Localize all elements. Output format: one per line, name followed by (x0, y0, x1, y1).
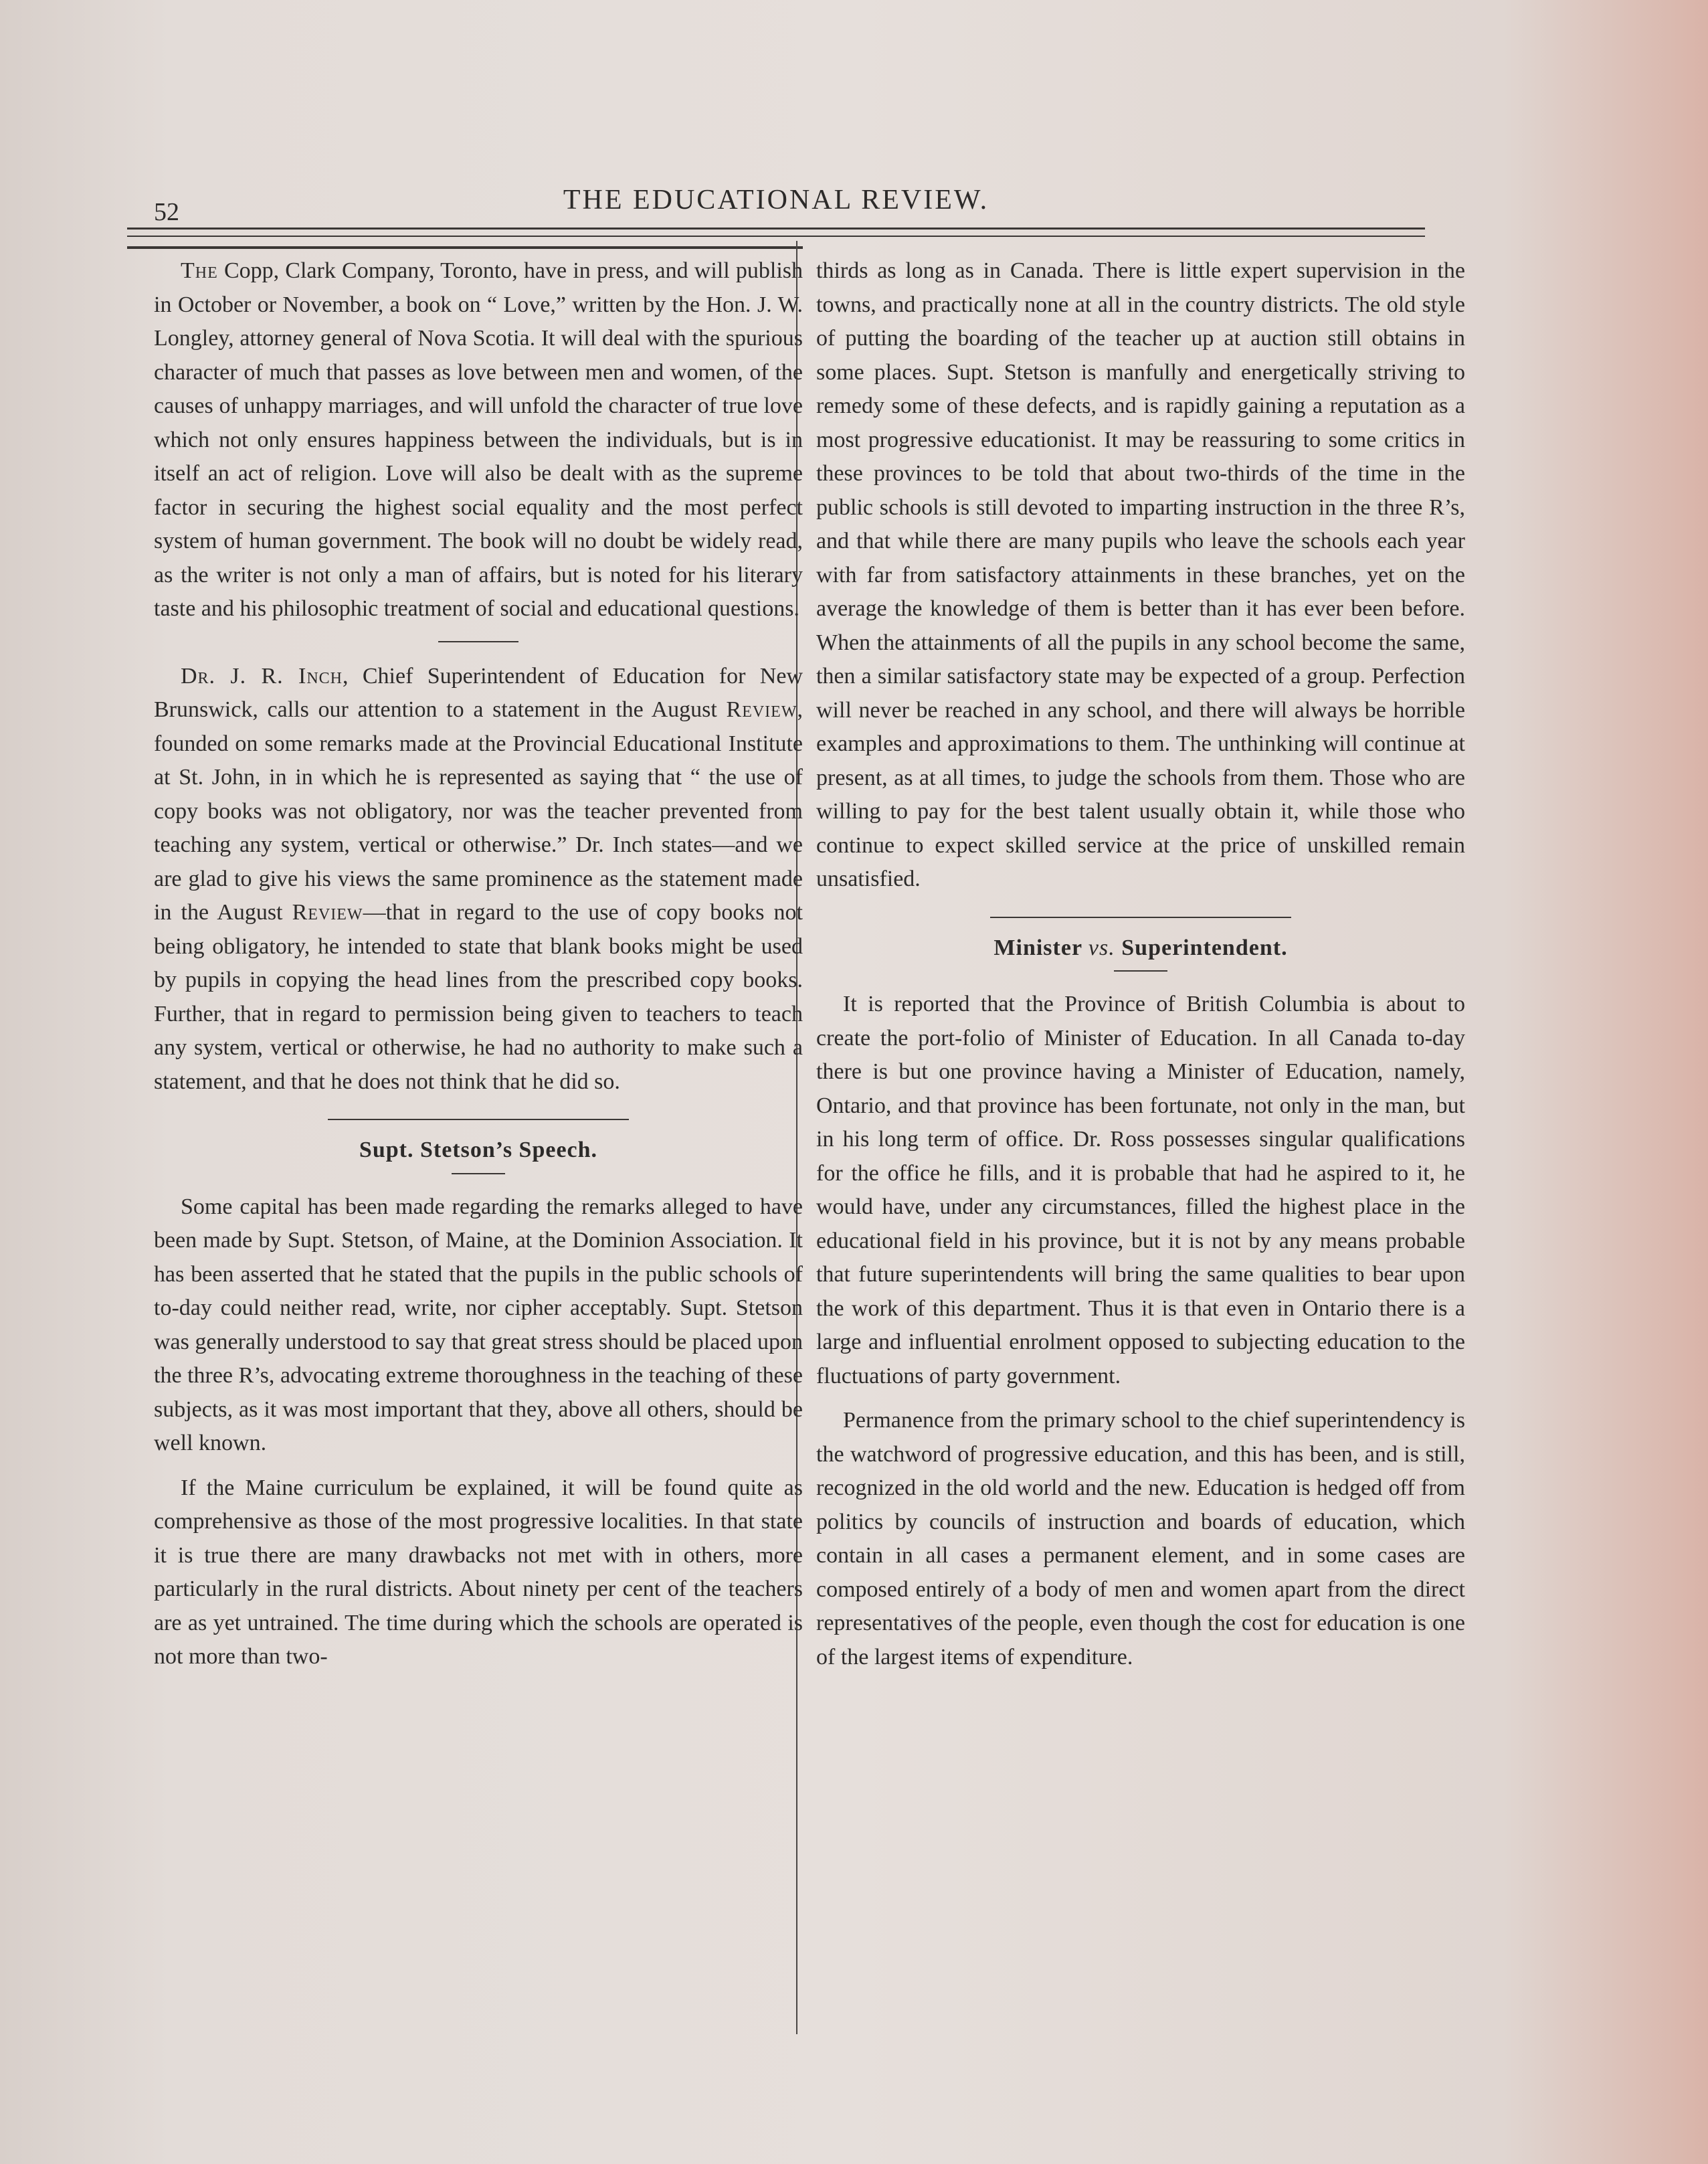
header-double-rule (127, 228, 1425, 237)
paragraph-minister-2: Permanence from the primary school to the chief superintendency is the watchword of progressive education, and this has been, and is still, recognized in the old world and the new. Education is hedged off from politics by councils of instruction and boards of education, which contain in all cases a permanent element, and in some cases are composed entirely of a body of men and women apart from the direct representatives of the people, even though the cost for education is one of the largest items of expenditure. (816, 1408, 1465, 1670)
page-header (127, 167, 1425, 226)
paragraph-stetson-1: Some capital has been made regarding the remarks alleged to have been made by Supt. Stetson, of Maine, at the Dominion Association. It has been asserted that he stated that the pupils in the public schools of to-day could neither read, write, nor cipher acceptably. Supt. Stetson was generally understood to say that great stress should be placed upon the three R’s, advocating extreme thoroughness in the teaching of these subjects, as it was most important that they, above all others, should be well known. (154, 1194, 803, 1455)
left-column (154, 254, 803, 1674)
heading-underline (452, 1173, 505, 1174)
section-separator (328, 1119, 629, 1120)
journal-title: THE EDUCATIONAL REVIEW. (563, 185, 989, 215)
paragraph-text: , founded on some remarks made at the Provincial Educational Institute at St. John, in in which he is represented as saying that “ the use of copy books was not obligatory, nor was the teacher prevented from teaching any system, vertical or otherwise.” Dr. Inch states—and we are glad to give his views the same prominence as the statement made in the August (154, 697, 803, 925)
paragraph-text: , Chief Superintendent of Education for New Brunswick, calls our attention to a statement in the August (154, 663, 803, 722)
section-heading-minister (816, 931, 1465, 966)
section-separator (990, 917, 1291, 918)
paragraph-copp-clark (154, 254, 803, 626)
section-separator (438, 641, 518, 642)
right-column (816, 254, 1465, 1674)
paragraph-minister-1: It is reported that the Province of British Columbia is about to create the port-folio of Minister of Education. In all Canada to-day there is but one province having a Minister of Education, namely, Ontario, and that province has been fortunate, not only in the man, but in his long term of office. Dr. Ross possesses singular qualifications for the office he fills, and it is probable that had he aspired to it, he would have, under any circumstances, filled the highest place in the educational field in his province, but it is not by any means probable that future superintendents will bring the same qualities to bear upon the work of this department. Thus it is that even in Ontario there is a large and influential enrolment opposed to subjecting education to the fluctuations of party government. (816, 992, 1465, 1388)
paragraph-text: Copp, Clark Company, Toronto, have in press, and will publish in October or November, a book on “ Love,” written by the Hon. J. W. Longley, attorney general of Nova Scotia. It will deal with the spurious character of much that passes as love between men and women, of the causes of unhappy marriages, and will unfold the character of true love which not only ensures happiness between the individuals, but is in itself an act of religion. Love will also be dealt with as the supreme factor in securing the highest social equality and the most perfect system of human government. The book will no doubt be widely read, as the writer is not only a man of affairs, but is noted for his literary taste and his philosophic treatment of social and educational questions. (154, 258, 803, 621)
journal-page (127, 167, 1465, 2068)
paragraph-stetson-2: If the Maine curriculum be explained, it will be found quite as comprehensive as those of the most progressive localities. In that state it is true there are many drawbacks not met with in others, more particularly in the rural districts. About ninety per cent of the teachers are as yet untrained. The time during which the schools are operated is not more than two- (154, 1475, 803, 1669)
paragraph-inch (154, 660, 803, 1099)
heading-part: vs. (1088, 935, 1115, 960)
review-name: Review (726, 697, 797, 722)
paragraph-stetson-2-continued: thirds as long as in Canada. There is little expert supervision in the towns, and practically none at all in the country districts. The old style of putting the boarding of the teacher up at auction still obtains in some places. Supt. Stetson is manfully and energetically striving to remedy some of these defects, and is rapidly gaining a reputation as a most progressive educationist. It may be reassuring to some critics in these provinces to be told that about two-thirds of the time in the public schools is still devoted to imparting instruction in the three R’s, and that while there are many pupils who leave the schools each year with far from satisfactory attainments in these branches, yet on the average the knowledge of them is better than it has ever been before. When the attainments of all the pupils in any school become the same, then a similar satisfactory state may be expected of a group. Perfection will never be reached in any school, and there will always be horrible examples and approximations to them. The unthinking will continue at present, as at all times, to judge the schools from them. Those who are willing to pay for the best talent usually obtain it, while those who continue to expect skilled service at the price of unskilled remain unsatisfied. (816, 258, 1465, 891)
heading-part: Superintendent. (1115, 935, 1288, 960)
lead-words: Dr. J. R. Inch (181, 663, 343, 689)
lead-words: The (181, 258, 218, 283)
heading-underline (1114, 970, 1167, 972)
review-name: Review (292, 900, 363, 925)
heading-part: Minister (993, 935, 1088, 960)
header-column-rule (127, 246, 803, 249)
page-number: 52 (154, 198, 179, 226)
paragraph-text: —that in regard to the use of copy books not being obligatory, he intended to state that blank books might be used by pupils in copying the head lines from the prescribed copy books. Further, that in regard to permission being given to teachers to teach any system, vertical or otherwise, he had no authority to make such a statement, and that he does not think that he did so. (154, 900, 803, 1094)
section-heading-stetson: Supt. Stetson’s Speech. (359, 1138, 598, 1162)
